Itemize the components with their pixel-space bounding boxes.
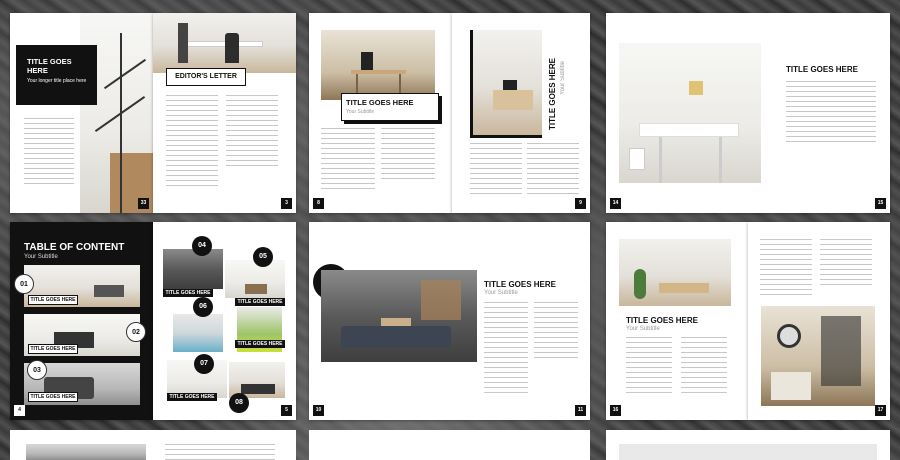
body-text-col1	[484, 302, 528, 397]
toc-subtitle: Your Subtitle	[24, 254, 58, 260]
toc-title: TABLE OF CONTENT	[24, 242, 125, 253]
toc-num-3: 03	[27, 360, 47, 380]
spread4-left-page	[10, 222, 153, 420]
toc-label-7[interactable]: TITLE GOES HERE	[167, 393, 217, 401]
bright-room-photo	[619, 239, 731, 306]
stair-photo	[80, 13, 153, 213]
title-text: TITLE GOES HERE	[626, 316, 699, 325]
page-number-right: 15	[875, 198, 886, 209]
living-room-photo	[321, 270, 477, 362]
page-number: 8	[313, 198, 324, 209]
partial-text-1	[165, 444, 275, 460]
page-number: 4	[14, 405, 25, 416]
partial-photo-3	[619, 444, 877, 460]
body-text-col2	[527, 143, 579, 198]
toc-num-7: 07	[194, 354, 214, 374]
body-text-col1	[470, 143, 522, 198]
page-number-left: 14	[610, 198, 621, 209]
spread4-right-page	[153, 222, 296, 420]
toc-label-6[interactable]: TITLE GOES HERE	[235, 340, 285, 348]
toc-label-4[interactable]: TITLE GOES HERE	[163, 289, 213, 297]
title-text: TITLE GOES HERE	[484, 280, 557, 289]
office-photo	[619, 43, 761, 183]
mirror-room-photo	[761, 306, 875, 406]
page-number: 5	[281, 405, 292, 416]
page-number: 33	[138, 198, 149, 209]
toc-num-8: 08	[229, 393, 249, 413]
toc-num-2: 02	[126, 322, 146, 342]
subtitle-text: Your longer title place here	[27, 78, 87, 84]
body-text-col1	[760, 239, 812, 299]
toc-label-3[interactable]: TITLE GOES HERE	[28, 392, 78, 402]
toc-photo-4	[163, 249, 223, 289]
toc-num-5: 05	[253, 247, 273, 267]
page-number: 17	[875, 405, 886, 416]
body-text-col2	[820, 239, 872, 289]
title-text: TITLE GOES HERE	[27, 57, 72, 75]
spread2-right-page	[452, 13, 590, 213]
toc-label-2[interactable]: TITLE GOES HERE	[28, 344, 78, 354]
spread1-right-page	[153, 13, 296, 213]
toc-num-6: 06	[193, 297, 213, 317]
toc-label-1[interactable]: TITLE GOES HERE	[28, 295, 78, 305]
vertical-title: TITLE GOES HERE	[548, 58, 557, 131]
page-number: 16	[610, 405, 621, 416]
page-number-left: 10	[313, 405, 324, 416]
vertical-subtitle: Your Subtitle	[560, 61, 566, 95]
dining-photo	[153, 13, 296, 73]
body-text-col2	[534, 302, 578, 362]
body-text-col1	[321, 128, 375, 193]
title-text: TITLE GOES HERE	[346, 98, 414, 107]
title-box	[341, 93, 439, 121]
subtitle-text: Your Subtitle	[626, 326, 660, 332]
partial-photo-1	[26, 444, 146, 460]
editors-letter-label: EDITOR'S LETTER	[166, 68, 246, 86]
body-text	[24, 118, 74, 188]
body-text	[786, 81, 876, 143]
body-text-col1	[166, 95, 218, 190]
toc-num-1: 01	[14, 274, 34, 294]
body-text-col1	[626, 337, 672, 397]
toc-num-4: 04	[192, 236, 212, 256]
page-number: 9	[575, 198, 586, 209]
title-block	[16, 45, 97, 105]
subtitle-text: Your Subtitle	[484, 290, 518, 296]
spread2-left-page	[309, 13, 452, 213]
interior-photo	[470, 30, 542, 138]
spread6-right-page	[748, 222, 890, 420]
page-number-right: 11	[575, 405, 586, 416]
toc-label-5[interactable]: TITLE GOES HERE	[235, 298, 285, 306]
toc-photo-6	[173, 314, 223, 352]
title-text: TITLE GOES HERE	[786, 65, 859, 74]
body-text-col2	[681, 337, 727, 397]
page-number: 3	[281, 198, 292, 209]
spread1-left-page	[10, 13, 153, 213]
spread6-left-page	[606, 222, 748, 420]
toc-photo-5	[225, 260, 285, 298]
body-text-col2	[381, 128, 435, 183]
partial-page-1	[10, 430, 296, 460]
spread3-page	[606, 13, 890, 213]
partial-page-3	[606, 430, 890, 460]
partial-page-2	[309, 430, 590, 460]
body-text-col2	[226, 95, 278, 170]
spread5-page	[309, 222, 590, 420]
desk-photo	[321, 30, 435, 100]
subtitle-text: Your Subtitle	[346, 109, 375, 115]
